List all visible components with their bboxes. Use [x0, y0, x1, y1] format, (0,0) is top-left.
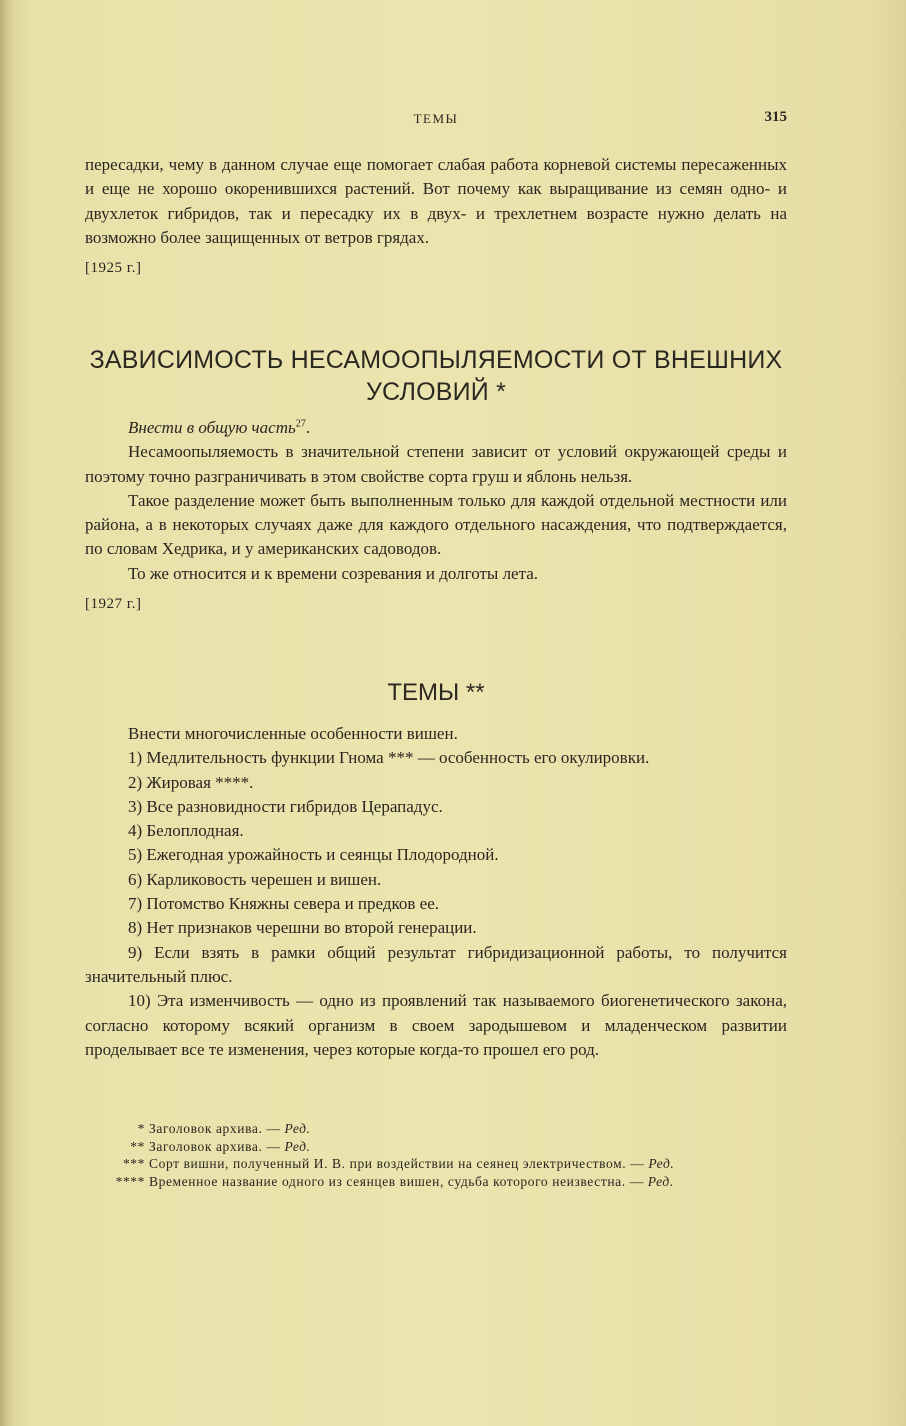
footnote	[85, 1155, 787, 1173]
footnote-editor: Ред.	[647, 1173, 674, 1189]
list-item: 2) Жировая ****.	[128, 772, 254, 792]
carryover-date: [1925 г.]	[85, 260, 142, 277]
section2-intro: Внести многочисленные особенности вишен.	[128, 724, 458, 743]
footnote-mark: **	[130, 1138, 145, 1154]
footnotes	[85, 1120, 787, 1190]
section1-intro-end: .	[305, 418, 310, 437]
page-number: 315	[764, 109, 787, 125]
list-item: 8) Нет признаков черешни во второй генерации.	[128, 918, 477, 938]
carryover-block	[85, 153, 787, 280]
footnote-editor: Ред.	[648, 1156, 675, 1171]
section1-para2: Такое разделение может быть выполненным только для каждой отдельной местности или района, а в некоторых случаях даже для каждого отдельного насаждения, что подтверждается, по словам Хедрика, и у американских садоводов.	[85, 490, 787, 559]
footnote-text: Временное название одного из сеянцев вишен, судьба которого неизвестна. —	[148, 1173, 644, 1189]
list-item: 1) Медлительность функции Гнома *** — особенность его окулировки.	[128, 748, 650, 768]
list-item: 7) Потомство Княжны севера и предков ее.	[128, 894, 440, 914]
list-item: 10) Эта изменчивость — одно из проявлений так называемого биогенетического закона, согласно которому всякий организм в своем зародышевом и младенческом развитии проделывает все те изменения, через которые когда-то прошел его род.	[85, 991, 787, 1059]
section1-intro-italic: Внести в общую часть	[128, 418, 296, 437]
section1-title	[85, 344, 787, 408]
section1-para3: То же относится и к времени созревания и долготы лета.	[128, 563, 539, 583]
list-item: 6) Карликовость черешен и вишен.	[128, 869, 382, 889]
section2-title: ТЕМЫ **	[387, 679, 485, 706]
footnote	[85, 1173, 787, 1191]
carryover-paragraph: пересадки, чему в данном случае еще помогает слабая работа корневой системы пересаженных и еще не хорошо окоренившихся растений. Вот почему как выращивание из семян одно- и двухлеток гибридов, так и пересадку их в двух- и трехлетнем возрасте нужно делать на возможно более защищенных от ветров грядах.	[85, 155, 787, 247]
section1-title-line1: ЗАВИСИМОСТЬ НЕСАМООПЫЛЯЕМОСТИ ОТ ВНЕШНИХ	[89, 346, 783, 374]
footnote	[85, 1120, 787, 1138]
list-item: 5) Ежегодная урожайность и сеянцы Плодородной.	[128, 845, 499, 865]
section1-para1: Несамоопыляемость в значительной степени зависит от условий окружающей среды и поэтому точно разграничивать в этом свойстве сорта груш и яблонь нельзя.	[85, 442, 787, 486]
list-item: 9) Если взять в рамки общий результат гибридизационной работы, то получится значительный плюс.	[85, 942, 787, 986]
footnote-text: Сорт вишни, полученный И. В. при воздействии на сеянец электричеством. —	[148, 1156, 645, 1171]
note-ref-27: 27	[295, 418, 306, 430]
footnote-editor: Ред.	[284, 1121, 311, 1136]
footnote-mark: ****	[115, 1173, 145, 1189]
footnote-mark: ***	[122, 1156, 145, 1171]
footnote	[85, 1138, 787, 1156]
page-edge	[0, 0, 14, 1426]
section2-body	[85, 722, 787, 1062]
section1-date: [1927 г.]	[85, 596, 142, 613]
list-item: 4) Белоплодная.	[128, 821, 244, 841]
footnote-mark: *	[137, 1121, 145, 1136]
footnote-editor: Ред.	[284, 1138, 311, 1154]
running-head	[85, 111, 787, 131]
section1-body	[85, 416, 787, 616]
footnote-text: Заголовок архива. —	[148, 1121, 281, 1136]
list-item: 3) Все разновидности гибридов Церападус.	[128, 796, 443, 816]
section1-title-line2: УСЛОВИЙ *	[365, 378, 507, 406]
section1-intro	[85, 416, 787, 440]
running-head-title: ТЕМЫ	[413, 111, 459, 126]
footnote-text: Заголовок архива. —	[148, 1138, 281, 1154]
